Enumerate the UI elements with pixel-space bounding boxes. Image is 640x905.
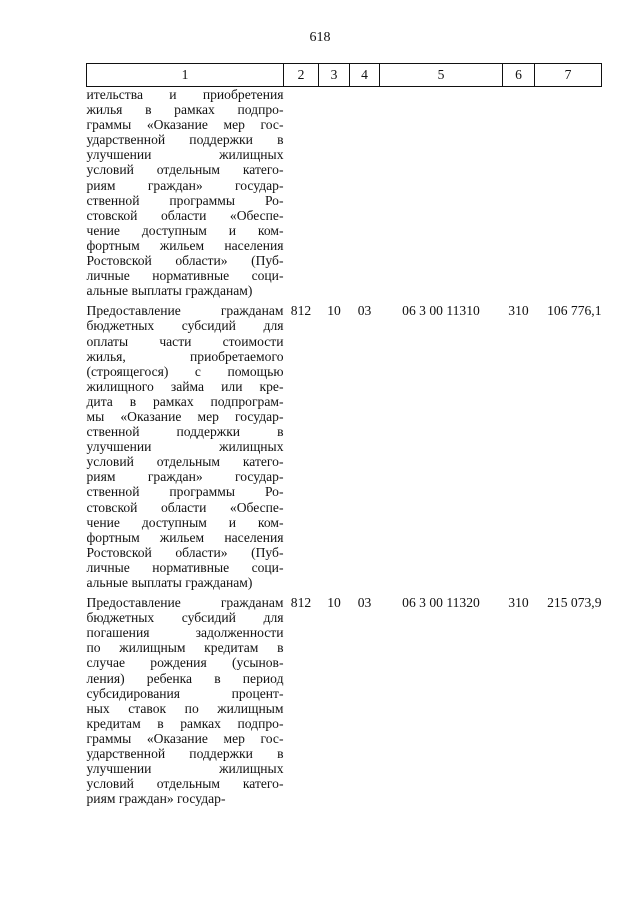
description-line: фортным жильем населения bbox=[86, 237, 284, 253]
cell-expense-type: 310 bbox=[508, 595, 529, 611]
budget-table bbox=[86, 63, 602, 806]
description-line: стовской области «Обеспе- bbox=[86, 207, 284, 223]
description-line: жилья, приобретаемого bbox=[86, 348, 284, 364]
description-line: кредитам в рамках подпро- bbox=[86, 715, 284, 731]
description-line: ударственной поддержки в bbox=[86, 132, 284, 148]
description-line: улучшении жилищных bbox=[86, 439, 284, 455]
cell-section-code bbox=[319, 87, 350, 299]
description-line: жилья в рамках подпро- bbox=[86, 102, 284, 118]
cell-amount: 106 776,1 bbox=[547, 303, 602, 319]
cell-section-code: 10 bbox=[327, 595, 341, 611]
column-header-3: 3 bbox=[319, 64, 350, 87]
cell-expense-type bbox=[503, 87, 535, 299]
description-line: дита в рамках подпрограм- bbox=[86, 393, 284, 409]
column-header-6: 6 bbox=[503, 64, 535, 87]
table-row bbox=[87, 87, 602, 299]
description-line: граммы «Оказание мер гос- bbox=[86, 730, 284, 746]
description-line: субсидирования процент- bbox=[86, 685, 284, 701]
description-line: Предоставление гражданам bbox=[86, 595, 284, 611]
description-line: альные выплаты гражданам) bbox=[86, 575, 253, 590]
description-line: стовской области «Обеспе- bbox=[86, 499, 284, 515]
description-line: улучшении жилищных bbox=[86, 147, 284, 163]
description-line: условий отдельным катего- bbox=[86, 776, 284, 792]
column-header-1: 1 bbox=[87, 64, 284, 87]
cell-ministry-code: 812 bbox=[290, 303, 312, 319]
description-line: ных ставок по жилищным bbox=[86, 700, 284, 716]
cell-expense-type: 310 bbox=[508, 303, 529, 319]
description-line: улучшении жилищных bbox=[86, 761, 284, 777]
column-header-5: 5 bbox=[380, 64, 503, 87]
description-line: ления) ребенка в период bbox=[86, 670, 284, 686]
description-line: погашения задолженности bbox=[86, 625, 284, 641]
description-line: личные нормативные соци- bbox=[86, 268, 284, 284]
description-line: оплаты части стоимости bbox=[86, 333, 284, 349]
cell-ministry-code: 812 bbox=[290, 595, 312, 611]
cell-amount bbox=[535, 87, 602, 299]
row-description bbox=[87, 303, 284, 590]
description-line: Предоставление гражданам bbox=[86, 303, 284, 319]
cell-target-article bbox=[380, 87, 503, 299]
description-line: ительства и приобретения bbox=[86, 87, 284, 102]
description-line: ственной программы Ро- bbox=[86, 192, 284, 208]
description-line: по жилищным кредитам в bbox=[86, 640, 284, 656]
description-line: граммы «Оказание мер гос- bbox=[86, 117, 284, 133]
table-header-row bbox=[87, 64, 602, 87]
cell-subsection-code bbox=[350, 87, 380, 299]
description-line: альные выплаты гражданам) bbox=[86, 283, 253, 299]
description-line: ственной программы Ро- bbox=[86, 484, 284, 500]
description-line: жилищного займа или кре- bbox=[86, 378, 284, 394]
description-line: ударственной поддержки в bbox=[86, 746, 284, 762]
table-row bbox=[87, 595, 602, 806]
description-line: риям граждан» государ- bbox=[86, 791, 226, 807]
cell-section-code: 10 bbox=[327, 303, 341, 319]
description-line: условий отдельным катего- bbox=[86, 162, 284, 178]
cell-amount: 215 073,9 bbox=[547, 595, 602, 611]
table-row bbox=[87, 303, 602, 590]
row-description bbox=[87, 595, 284, 806]
description-line: личные нормативные соци- bbox=[86, 559, 284, 575]
cell-subsection-code: 03 bbox=[357, 303, 372, 319]
description-line: чение доступным и ком- bbox=[86, 222, 284, 238]
page-number: 618 bbox=[309, 30, 331, 45]
cell-ministry-code bbox=[284, 87, 319, 299]
description-line: ственной поддержки в bbox=[86, 424, 284, 440]
description-line: риям граждан» государ- bbox=[86, 469, 284, 485]
description-line: бюджетных субсидий для bbox=[86, 610, 284, 626]
description-line: бюджетных субсидий для bbox=[86, 318, 284, 334]
table-body bbox=[87, 87, 602, 807]
cell-target-article: 06 3 00 11310 bbox=[402, 303, 480, 319]
description-line: фортным жильем населения bbox=[86, 529, 284, 545]
description-line: (строящегося) с помощью bbox=[86, 363, 284, 379]
description-line: Ростовской области» (Пуб- bbox=[86, 544, 284, 560]
description-line: мы «Оказание мер государ- bbox=[86, 408, 284, 424]
description-line: чение доступным и ком- bbox=[86, 514, 284, 530]
row-description bbox=[87, 87, 284, 299]
cell-subsection-code: 03 bbox=[357, 595, 372, 611]
column-header-2: 2 bbox=[284, 64, 319, 87]
description-line: условий отдельным катего- bbox=[86, 454, 284, 470]
column-header-7: 7 bbox=[535, 64, 602, 87]
description-line: Ростовской области» (Пуб- bbox=[86, 253, 284, 269]
cell-target-article: 06 3 00 11320 bbox=[402, 595, 480, 611]
description-line: случае рождения (усынов- bbox=[86, 655, 284, 671]
description-line: риям граждан» государ- bbox=[86, 177, 284, 193]
column-header-4: 4 bbox=[350, 64, 380, 87]
